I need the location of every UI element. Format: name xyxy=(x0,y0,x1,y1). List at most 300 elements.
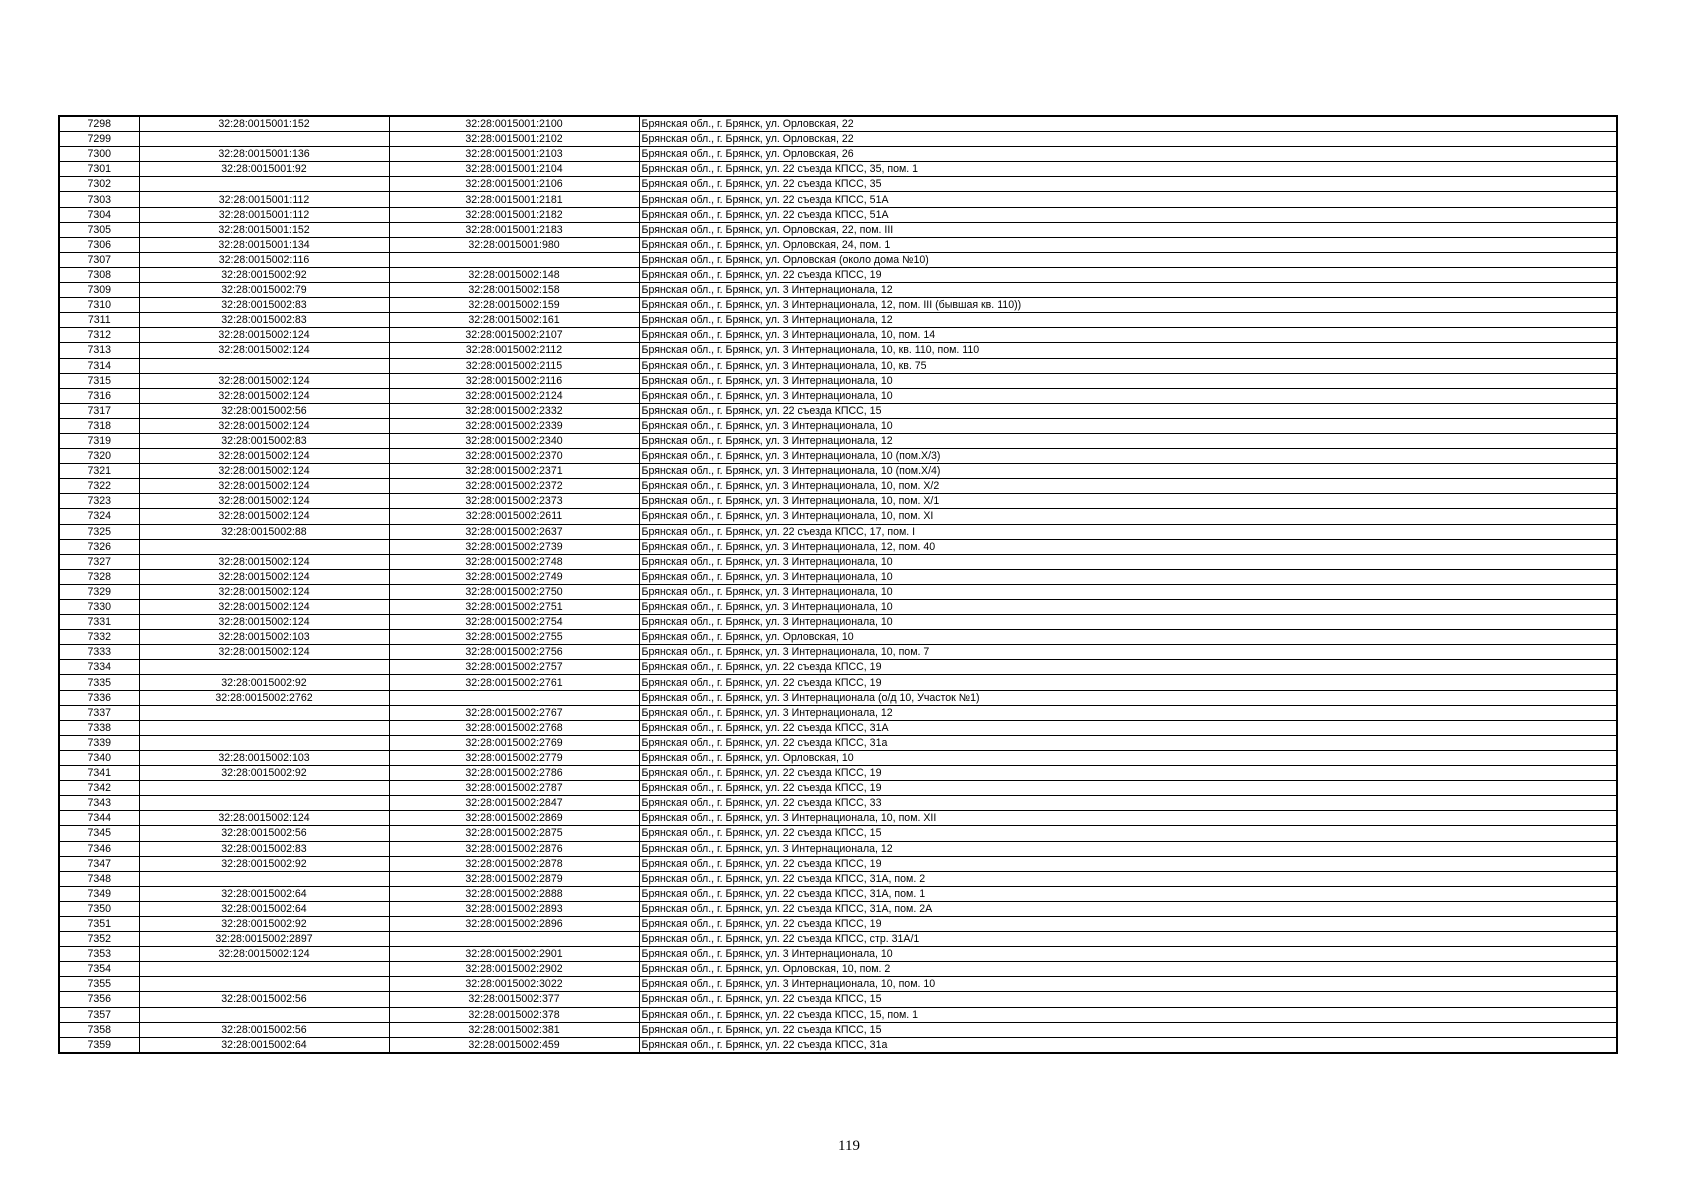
registry-table-body xyxy=(59,116,1617,1053)
address-cell: Брянская обл., г. Брянск, ул. Орловская, 22 xyxy=(639,132,1617,147)
table-row xyxy=(59,464,1617,479)
object-cadastral-number-cell: 32:28:0015001:2183 xyxy=(389,222,639,237)
land-cadastral-number-cell: 32:28:0015002:64 xyxy=(139,901,389,916)
address-cell: Брянская обл., г. Брянск, ул. 22 съезда КПСС, 33 xyxy=(639,796,1617,811)
address-cell: Брянская обл., г. Брянск, ул. 3 Интернационала, 10, кв. 75 xyxy=(639,358,1617,373)
object-cadastral-number-cell: 32:28:0015002:2847 xyxy=(389,796,639,811)
address-cell: Брянская обл., г. Брянск, ул. 3 Интернационала, 10, пом. Х/1 xyxy=(639,494,1617,509)
table-row xyxy=(59,916,1617,931)
object-cadastral-number-cell: 32:28:0015002:2124 xyxy=(389,388,639,403)
address-cell: Брянская обл., г. Брянск, ул. 3 Интернационала, 12 xyxy=(639,433,1617,448)
row-number-cell: 7336 xyxy=(59,690,139,705)
address-cell: Брянская обл., г. Брянск, ул. 22 съезда КПСС, 17, пом. I xyxy=(639,524,1617,539)
row-number-cell: 7330 xyxy=(59,600,139,615)
row-number-cell: 7350 xyxy=(59,901,139,916)
land-cadastral-number-cell xyxy=(139,720,389,735)
table-row xyxy=(59,388,1617,403)
object-cadastral-number-cell xyxy=(389,690,639,705)
table-row xyxy=(59,1037,1617,1053)
land-cadastral-number-cell xyxy=(139,977,389,992)
registry-table xyxy=(58,115,1618,1054)
row-number-cell: 7338 xyxy=(59,720,139,735)
land-cadastral-number-cell: 32:28:0015002:64 xyxy=(139,886,389,901)
address-cell: Брянская обл., г. Брянск, ул. 3 Интернационала, 10 xyxy=(639,584,1617,599)
object-cadastral-number-cell: 32:28:0015002:2761 xyxy=(389,675,639,690)
land-cadastral-number-cell: 32:28:0015002:124 xyxy=(139,615,389,630)
address-cell: Брянская обл., г. Брянск, ул. 22 съезда КПСС, 31А, пом. 2А xyxy=(639,901,1617,916)
row-number-cell: 7339 xyxy=(59,735,139,750)
table-row xyxy=(59,222,1617,237)
address-cell: Брянская обл., г. Брянск, ул. 3 Интернационала, 10, пом. 10 xyxy=(639,977,1617,992)
row-number-cell: 7329 xyxy=(59,584,139,599)
table-row xyxy=(59,252,1617,267)
table-row xyxy=(59,811,1617,826)
land-cadastral-number-cell: 32:28:0015002:103 xyxy=(139,630,389,645)
address-cell: Брянская обл., г. Брянск, ул. 3 Интернационала, 10 xyxy=(639,388,1617,403)
object-cadastral-number-cell: 32:28:0015002:2754 xyxy=(389,615,639,630)
address-cell: Брянская обл., г. Брянск, ул. 3 Интернационала, 12 xyxy=(639,705,1617,720)
table-row xyxy=(59,781,1617,796)
land-cadastral-number-cell: 32:28:0015002:124 xyxy=(139,554,389,569)
address-cell: Брянская обл., г. Брянск, ул. 3 Интернационала, 10 xyxy=(639,373,1617,388)
land-cadastral-number-cell: 32:28:0015002:124 xyxy=(139,373,389,388)
row-number-cell: 7325 xyxy=(59,524,139,539)
table-row xyxy=(59,283,1617,298)
land-cadastral-number-cell: 32:28:0015002:56 xyxy=(139,992,389,1007)
table-row xyxy=(59,132,1617,147)
land-cadastral-number-cell xyxy=(139,132,389,147)
row-number-cell: 7355 xyxy=(59,977,139,992)
address-cell: Брянская обл., г. Брянск, ул. 22 съезда КПСС, 19 xyxy=(639,781,1617,796)
land-cadastral-number-cell: 32:28:0015002:124 xyxy=(139,479,389,494)
land-cadastral-number-cell: 32:28:0015002:124 xyxy=(139,645,389,660)
table-row xyxy=(59,901,1617,916)
land-cadastral-number-cell xyxy=(139,796,389,811)
row-number-cell: 7358 xyxy=(59,1022,139,1037)
address-cell: Брянская обл., г. Брянск, ул. 3 Интернационала, 10, пом. 7 xyxy=(639,645,1617,660)
land-cadastral-number-cell: 32:28:0015002:83 xyxy=(139,841,389,856)
object-cadastral-number-cell: 32:28:0015001:2100 xyxy=(389,116,639,132)
land-cadastral-number-cell: 32:28:0015002:124 xyxy=(139,449,389,464)
table-row xyxy=(59,207,1617,222)
row-number-cell: 7313 xyxy=(59,343,139,358)
table-row xyxy=(59,403,1617,418)
table-row xyxy=(59,826,1617,841)
table-row xyxy=(59,690,1617,705)
object-cadastral-number-cell: 32:28:0015002:2739 xyxy=(389,539,639,554)
land-cadastral-number-cell: 32:28:0015002:124 xyxy=(139,328,389,343)
row-number-cell: 7354 xyxy=(59,962,139,977)
land-cadastral-number-cell xyxy=(139,962,389,977)
table-row xyxy=(59,569,1617,584)
land-cadastral-number-cell: 32:28:0015002:92 xyxy=(139,267,389,282)
table-row xyxy=(59,449,1617,464)
land-cadastral-number-cell: 32:28:0015002:92 xyxy=(139,856,389,871)
table-row xyxy=(59,675,1617,690)
address-cell: Брянская обл., г. Брянск, ул. 3 Интернационала, 12 xyxy=(639,283,1617,298)
table-row xyxy=(59,660,1617,675)
table-row xyxy=(59,433,1617,448)
row-number-cell: 7301 xyxy=(59,162,139,177)
object-cadastral-number-cell: 32:28:0015002:2902 xyxy=(389,962,639,977)
land-cadastral-number-cell: 32:28:0015002:56 xyxy=(139,826,389,841)
table-row xyxy=(59,645,1617,660)
table-row xyxy=(59,192,1617,207)
address-cell: Брянская обл., г. Брянск, ул. 22 съезда КПСС, 19 xyxy=(639,856,1617,871)
object-cadastral-number-cell xyxy=(389,252,639,267)
land-cadastral-number-cell xyxy=(139,177,389,192)
row-number-cell: 7340 xyxy=(59,750,139,765)
table-row xyxy=(59,147,1617,162)
table-row xyxy=(59,962,1617,977)
table-row xyxy=(59,992,1617,1007)
table-row xyxy=(59,630,1617,645)
row-number-cell: 7334 xyxy=(59,660,139,675)
object-cadastral-number-cell: 32:28:0015002:2116 xyxy=(389,373,639,388)
land-cadastral-number-cell: 32:28:0015002:124 xyxy=(139,494,389,509)
row-number-cell: 7359 xyxy=(59,1037,139,1053)
object-cadastral-number-cell: 32:28:0015002:2751 xyxy=(389,600,639,615)
address-cell: Брянская обл., г. Брянск, ул. Орловская, 22, пом. III xyxy=(639,222,1617,237)
address-cell: Брянская обл., г. Брянск, ул. 3 Интернационала, 10 xyxy=(639,418,1617,433)
row-number-cell: 7317 xyxy=(59,403,139,418)
object-cadastral-number-cell: 32:28:0015002:2878 xyxy=(389,856,639,871)
row-number-cell: 7298 xyxy=(59,116,139,132)
land-cadastral-number-cell: 32:28:0015002:2897 xyxy=(139,932,389,947)
row-number-cell: 7303 xyxy=(59,192,139,207)
address-cell: Брянская обл., г. Брянск, ул. 3 Интернационала, 10, пом. XI xyxy=(639,509,1617,524)
address-cell: Брянская обл., г. Брянск, ул. 22 съезда КПСС, 19 xyxy=(639,766,1617,781)
land-cadastral-number-cell xyxy=(139,358,389,373)
table-row xyxy=(59,720,1617,735)
land-cadastral-number-cell: 32:28:0015001:152 xyxy=(139,222,389,237)
object-cadastral-number-cell: 32:28:0015002:2370 xyxy=(389,449,639,464)
address-cell: Брянская обл., г. Брянск, ул. 22 съезда КПСС, 35, пом. 1 xyxy=(639,162,1617,177)
object-cadastral-number-cell: 32:28:0015002:2611 xyxy=(389,509,639,524)
object-cadastral-number-cell: 32:28:0015002:148 xyxy=(389,267,639,282)
object-cadastral-number-cell: 32:28:0015002:2750 xyxy=(389,584,639,599)
address-cell: Брянская обл., г. Брянск, ул. 22 съезда КПСС, 15, пом. 1 xyxy=(639,1007,1617,1022)
row-number-cell: 7309 xyxy=(59,283,139,298)
object-cadastral-number-cell: 32:28:0015002:2340 xyxy=(389,433,639,448)
row-number-cell: 7305 xyxy=(59,222,139,237)
address-cell: Брянская обл., г. Брянск, ул. 22 съезда КПСС, 15 xyxy=(639,403,1617,418)
object-cadastral-number-cell: 32:28:0015002:2888 xyxy=(389,886,639,901)
table-row xyxy=(59,856,1617,871)
table-row xyxy=(59,977,1617,992)
address-cell: Брянская обл., г. Брянск, ул. 3 Интернационала, 12 xyxy=(639,841,1617,856)
row-number-cell: 7333 xyxy=(59,645,139,660)
land-cadastral-number-cell: 32:28:0015002:56 xyxy=(139,403,389,418)
land-cadastral-number-cell xyxy=(139,539,389,554)
land-cadastral-number-cell xyxy=(139,660,389,675)
row-number-cell: 7321 xyxy=(59,464,139,479)
row-number-cell: 7318 xyxy=(59,418,139,433)
row-number-cell: 7351 xyxy=(59,916,139,931)
land-cadastral-number-cell: 32:28:0015001:134 xyxy=(139,237,389,252)
table-row xyxy=(59,871,1617,886)
row-number-cell: 7335 xyxy=(59,675,139,690)
address-cell: Брянская обл., г. Брянск, ул. 3 Интернационала, 10 xyxy=(639,600,1617,615)
object-cadastral-number-cell: 32:28:0015002:2876 xyxy=(389,841,639,856)
row-number-cell: 7357 xyxy=(59,1007,139,1022)
table-row xyxy=(59,766,1617,781)
object-cadastral-number-cell: 32:28:0015002:2869 xyxy=(389,811,639,826)
object-cadastral-number-cell: 32:28:0015002:2372 xyxy=(389,479,639,494)
land-cadastral-number-cell: 32:28:0015002:124 xyxy=(139,811,389,826)
row-number-cell: 7310 xyxy=(59,298,139,313)
address-cell: Брянская обл., г. Брянск, ул. 22 съезда КПСС, 51А xyxy=(639,192,1617,207)
table-row xyxy=(59,750,1617,765)
land-cadastral-number-cell: 32:28:0015002:124 xyxy=(139,600,389,615)
address-cell: Брянская обл., г. Брянск, ул. 3 Интернационала, 12, пом. III (бывшая кв. 110)) xyxy=(639,298,1617,313)
row-number-cell: 7306 xyxy=(59,237,139,252)
address-cell: Брянская обл., г. Брянск, ул. 3 Интернационала, 10 xyxy=(639,569,1617,584)
object-cadastral-number-cell: 32:28:0015002:2115 xyxy=(389,358,639,373)
table-row xyxy=(59,298,1617,313)
address-cell: Брянская обл., г. Брянск, ул. 22 съезда КПСС, 15 xyxy=(639,1022,1617,1037)
row-number-cell: 7299 xyxy=(59,132,139,147)
object-cadastral-number-cell: 32:28:0015002:2767 xyxy=(389,705,639,720)
object-cadastral-number-cell: 32:28:0015002:2373 xyxy=(389,494,639,509)
address-cell: Брянская обл., г. Брянск, ул. 22 съезда КПСС, 15 xyxy=(639,992,1617,1007)
row-number-cell: 7312 xyxy=(59,328,139,343)
row-number-cell: 7341 xyxy=(59,766,139,781)
land-cadastral-number-cell: 32:28:0015002:124 xyxy=(139,343,389,358)
address-cell: Брянская обл., г. Брянск, ул. 3 Интернационала, 10 xyxy=(639,947,1617,962)
land-cadastral-number-cell: 32:28:0015002:103 xyxy=(139,750,389,765)
table-row xyxy=(59,524,1617,539)
row-number-cell: 7319 xyxy=(59,433,139,448)
object-cadastral-number-cell: 32:28:0015002:2768 xyxy=(389,720,639,735)
row-number-cell: 7356 xyxy=(59,992,139,1007)
land-cadastral-number-cell: 32:28:0015002:83 xyxy=(139,433,389,448)
object-cadastral-number-cell: 32:28:0015002:2755 xyxy=(389,630,639,645)
address-cell: Брянская обл., г. Брянск, ул. Орловская (около дома №10) xyxy=(639,252,1617,267)
address-cell: Брянская обл., г. Брянск, ул. Орловская, 22 xyxy=(639,116,1617,132)
object-cadastral-number-cell: 32:28:0015001:2104 xyxy=(389,162,639,177)
row-number-cell: 7300 xyxy=(59,147,139,162)
land-cadastral-number-cell: 32:28:0015001:112 xyxy=(139,207,389,222)
table-row xyxy=(59,554,1617,569)
table-row xyxy=(59,313,1617,328)
object-cadastral-number-cell: 32:28:0015001:2102 xyxy=(389,132,639,147)
object-cadastral-number-cell: 32:28:0015002:2332 xyxy=(389,403,639,418)
row-number-cell: 7307 xyxy=(59,252,139,267)
table-row xyxy=(59,600,1617,615)
object-cadastral-number-cell: 32:28:0015002:2779 xyxy=(389,750,639,765)
address-cell: Брянская обл., г. Брянск, ул. Орловская, 10, пом. 2 xyxy=(639,962,1617,977)
land-cadastral-number-cell xyxy=(139,705,389,720)
object-cadastral-number-cell: 32:28:0015002:459 xyxy=(389,1037,639,1053)
row-number-cell: 7315 xyxy=(59,373,139,388)
table-row xyxy=(59,116,1617,132)
row-number-cell: 7308 xyxy=(59,267,139,282)
table-row xyxy=(59,615,1617,630)
table-row xyxy=(59,932,1617,947)
address-cell: Брянская обл., г. Брянск, ул. 3 Интернационала, 10 (пом.Х/4) xyxy=(639,464,1617,479)
row-number-cell: 7302 xyxy=(59,177,139,192)
table-row xyxy=(59,509,1617,524)
object-cadastral-number-cell: 32:28:0015001:2103 xyxy=(389,147,639,162)
address-cell: Брянская обл., г. Брянск, ул. 3 Интернационала, 10 (пом.Х/3) xyxy=(639,449,1617,464)
row-number-cell: 7314 xyxy=(59,358,139,373)
row-number-cell: 7311 xyxy=(59,313,139,328)
address-cell: Брянская обл., г. Брянск, ул. 3 Интернационала, 12, пом. 40 xyxy=(639,539,1617,554)
object-cadastral-number-cell: 32:28:0015002:2875 xyxy=(389,826,639,841)
address-cell: Брянская обл., г. Брянск, ул. 22 съезда КПСС, 31А, пом. 1 xyxy=(639,886,1617,901)
row-number-cell: 7344 xyxy=(59,811,139,826)
land-cadastral-number-cell: 32:28:0015002:2762 xyxy=(139,690,389,705)
address-cell: Брянская обл., г. Брянск, ул. Орловская, 10 xyxy=(639,750,1617,765)
object-cadastral-number-cell: 32:28:0015002:381 xyxy=(389,1022,639,1037)
object-cadastral-number-cell: 32:28:0015002:158 xyxy=(389,283,639,298)
address-cell: Брянская обл., г. Брянск, ул. 22 съезда КПСС, 19 xyxy=(639,916,1617,931)
address-cell: Брянская обл., г. Брянск, ул. Орловская, 10 xyxy=(639,630,1617,645)
object-cadastral-number-cell: 32:28:0015002:2769 xyxy=(389,735,639,750)
address-cell: Брянская обл., г. Брянск, ул. 22 съезда КПСС, 31А, пом. 2 xyxy=(639,871,1617,886)
address-cell: Брянская обл., г. Брянск, ул. 3 Интернационала, 10, пом. 14 xyxy=(639,328,1617,343)
object-cadastral-number-cell: 32:28:0015002:2107 xyxy=(389,328,639,343)
table-row xyxy=(59,705,1617,720)
address-cell: Брянская обл., г. Брянск, ул. 3 Интернационала, 10 xyxy=(639,554,1617,569)
land-cadastral-number-cell: 32:28:0015002:92 xyxy=(139,916,389,931)
table-row xyxy=(59,1007,1617,1022)
address-cell: Брянская обл., г. Брянск, ул. 3 Интернационала, 10, пом. Х/2 xyxy=(639,479,1617,494)
object-cadastral-number-cell: 32:28:0015002:377 xyxy=(389,992,639,1007)
address-cell: Брянская обл., г. Брянск, ул. 3 Интернационала, 10 xyxy=(639,615,1617,630)
address-cell: Брянская обл., г. Брянск, ул. 22 съезда КПСС, стр. 31А/1 xyxy=(639,932,1617,947)
land-cadastral-number-cell: 32:28:0015002:88 xyxy=(139,524,389,539)
address-cell: Брянская обл., г. Брянск, ул. 22 съезда КПСС, 19 xyxy=(639,267,1617,282)
row-number-cell: 7324 xyxy=(59,509,139,524)
row-number-cell: 7316 xyxy=(59,388,139,403)
table-row xyxy=(59,237,1617,252)
object-cadastral-number-cell: 32:28:0015002:2896 xyxy=(389,916,639,931)
land-cadastral-number-cell: 32:28:0015002:124 xyxy=(139,418,389,433)
address-cell: Брянская обл., г. Брянск, ул. 22 съезда КПСС, 35 xyxy=(639,177,1617,192)
row-number-cell: 7346 xyxy=(59,841,139,856)
row-number-cell: 7352 xyxy=(59,932,139,947)
address-cell: Брянская обл., г. Брянск, ул. Орловская, 26 xyxy=(639,147,1617,162)
land-cadastral-number-cell: 32:28:0015001:152 xyxy=(139,116,389,132)
address-cell: Брянская обл., г. Брянск, ул. 22 съезда КПСС, 19 xyxy=(639,660,1617,675)
land-cadastral-number-cell: 32:28:0015002:83 xyxy=(139,298,389,313)
table-row xyxy=(59,494,1617,509)
row-number-cell: 7348 xyxy=(59,871,139,886)
address-cell: Брянская обл., г. Брянск, ул. 22 съезда КПСС, 15 xyxy=(639,826,1617,841)
object-cadastral-number-cell: 32:28:0015002:2893 xyxy=(389,901,639,916)
row-number-cell: 7323 xyxy=(59,494,139,509)
row-number-cell: 7347 xyxy=(59,856,139,871)
table-row xyxy=(59,735,1617,750)
land-cadastral-number-cell: 32:28:0015002:124 xyxy=(139,947,389,962)
address-cell: Брянская обл., г. Брянск, ул. 3 Интернационала, 10, пом. XII xyxy=(639,811,1617,826)
land-cadastral-number-cell: 32:28:0015002:64 xyxy=(139,1037,389,1053)
land-cadastral-number-cell: 32:28:0015002:83 xyxy=(139,313,389,328)
land-cadastral-number-cell xyxy=(139,781,389,796)
address-cell: Брянская обл., г. Брянск, ул. 22 съезда КПСС, 31а xyxy=(639,735,1617,750)
table-row xyxy=(59,162,1617,177)
land-cadastral-number-cell: 32:28:0015002:124 xyxy=(139,509,389,524)
page-number: 119 xyxy=(838,1138,860,1154)
table-row xyxy=(59,947,1617,962)
address-cell: Брянская обл., г. Брянск, ул. 3 Интернационала, 10, кв. 110, пом. 110 xyxy=(639,343,1617,358)
address-cell: Брянская обл., г. Брянск, ул. 22 съезда КПСС, 31а xyxy=(639,1037,1617,1053)
object-cadastral-number-cell: 32:28:0015002:2786 xyxy=(389,766,639,781)
row-number-cell: 7353 xyxy=(59,947,139,962)
object-cadastral-number-cell: 32:28:0015002:161 xyxy=(389,313,639,328)
row-number-cell: 7342 xyxy=(59,781,139,796)
land-cadastral-number-cell xyxy=(139,871,389,886)
object-cadastral-number-cell: 32:28:0015001:2182 xyxy=(389,207,639,222)
object-cadastral-number-cell: 32:28:0015002:2748 xyxy=(389,554,639,569)
table-row xyxy=(59,539,1617,554)
table-row xyxy=(59,479,1617,494)
object-cadastral-number-cell: 32:28:0015001:980 xyxy=(389,237,639,252)
land-cadastral-number-cell: 32:28:0015002:124 xyxy=(139,464,389,479)
object-cadastral-number-cell xyxy=(389,932,639,947)
address-cell: Брянская обл., г. Брянск, ул. 22 съезда КПСС, 31А xyxy=(639,720,1617,735)
land-cadastral-number-cell: 32:28:0015002:79 xyxy=(139,283,389,298)
land-cadastral-number-cell: 32:28:0015001:112 xyxy=(139,192,389,207)
object-cadastral-number-cell: 32:28:0015002:2339 xyxy=(389,418,639,433)
address-cell: Брянская обл., г. Брянск, ул. 3 Интернационала, 12 xyxy=(639,313,1617,328)
table-row xyxy=(59,343,1617,358)
table-row xyxy=(59,418,1617,433)
row-number-cell: 7326 xyxy=(59,539,139,554)
object-cadastral-number-cell: 32:28:0015002:378 xyxy=(389,1007,639,1022)
address-cell: Брянская обл., г. Брянск, ул. 22 съезда КПСС, 19 xyxy=(639,675,1617,690)
land-cadastral-number-cell: 32:28:0015002:92 xyxy=(139,675,389,690)
object-cadastral-number-cell: 32:28:0015002:159 xyxy=(389,298,639,313)
row-number-cell: 7331 xyxy=(59,615,139,630)
row-number-cell: 7327 xyxy=(59,554,139,569)
table-row xyxy=(59,796,1617,811)
address-cell: Брянская обл., г. Брянск, ул. Орловская, 24, пом. 1 xyxy=(639,237,1617,252)
object-cadastral-number-cell: 32:28:0015001:2106 xyxy=(389,177,639,192)
object-cadastral-number-cell: 32:28:0015002:2112 xyxy=(389,343,639,358)
address-cell: Брянская обл., г. Брянск, ул. 22 съезда КПСС, 51А xyxy=(639,207,1617,222)
land-cadastral-number-cell: 32:28:0015001:92 xyxy=(139,162,389,177)
row-number-cell: 7343 xyxy=(59,796,139,811)
land-cadastral-number-cell: 32:28:0015002:56 xyxy=(139,1022,389,1037)
row-number-cell: 7332 xyxy=(59,630,139,645)
land-cadastral-number-cell: 32:28:0015001:136 xyxy=(139,147,389,162)
land-cadastral-number-cell: 32:28:0015002:124 xyxy=(139,388,389,403)
row-number-cell: 7304 xyxy=(59,207,139,222)
table-row xyxy=(59,358,1617,373)
table-row xyxy=(59,1022,1617,1037)
table-row xyxy=(59,328,1617,343)
land-cadastral-number-cell: 32:28:0015002:124 xyxy=(139,569,389,584)
table-row xyxy=(59,584,1617,599)
row-number-cell: 7322 xyxy=(59,479,139,494)
land-cadastral-number-cell xyxy=(139,1007,389,1022)
row-number-cell: 7328 xyxy=(59,569,139,584)
object-cadastral-number-cell: 32:28:0015001:2181 xyxy=(389,192,639,207)
land-cadastral-number-cell: 32:28:0015002:92 xyxy=(139,766,389,781)
row-number-cell: 7349 xyxy=(59,886,139,901)
object-cadastral-number-cell: 32:28:0015002:2371 xyxy=(389,464,639,479)
object-cadastral-number-cell: 32:28:0015002:2757 xyxy=(389,660,639,675)
object-cadastral-number-cell: 32:28:0015002:3022 xyxy=(389,977,639,992)
object-cadastral-number-cell: 32:28:0015002:2756 xyxy=(389,645,639,660)
object-cadastral-number-cell: 32:28:0015002:2879 xyxy=(389,871,639,886)
object-cadastral-number-cell: 32:28:0015002:2901 xyxy=(389,947,639,962)
object-cadastral-number-cell: 32:28:0015002:2749 xyxy=(389,569,639,584)
table-row xyxy=(59,841,1617,856)
